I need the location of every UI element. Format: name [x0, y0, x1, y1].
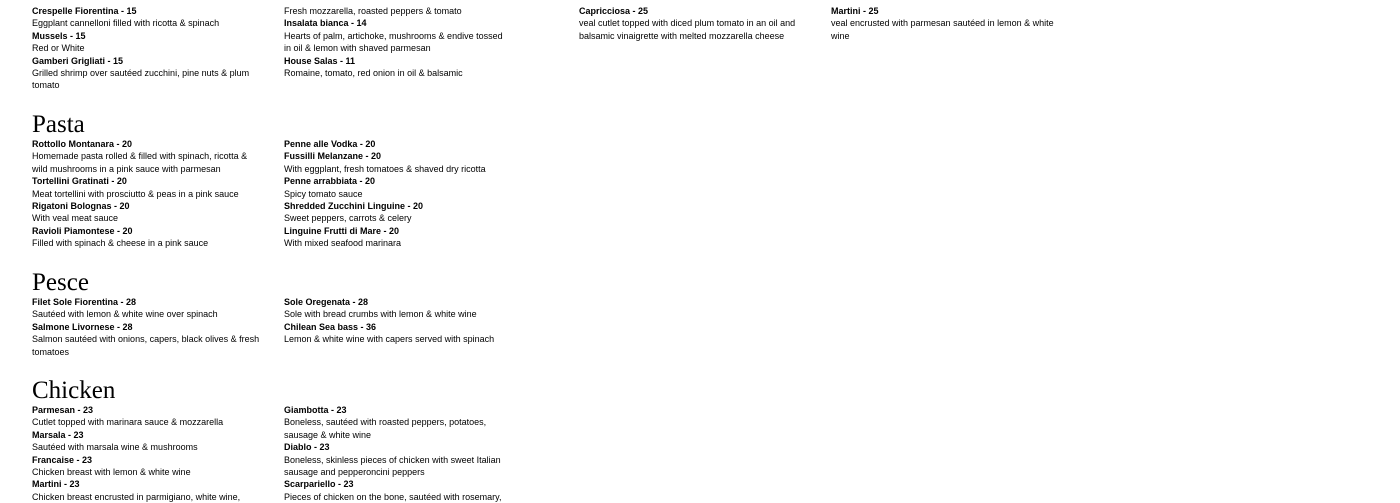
menu-item-description: veal encrusted with parmesan sautéed in lemon & white: [831, 18, 1054, 29]
menu-item-description: wine: [831, 30, 850, 41]
menu-item-name: Penne alle Vodka - 20: [284, 139, 376, 149]
menu-item-name: Penne arrabbiata - 20: [284, 176, 376, 187]
menu-item-description: Salmon sautéed with onions, capers, black olives & fresh: [32, 334, 260, 345]
menu-item-description: in oil & lemon with shaved parmesan: [284, 43, 431, 54]
menu-item-description: Meat tortellini with prosciutto & peas in a pink sauce: [32, 188, 239, 199]
menu-item-description: veal cutlet topped with diced plum tomato in an oil and: [579, 18, 796, 29]
menu-item-description: tomatoes: [32, 346, 70, 357]
menu-item-name: Tortellini Gratinati - 20: [32, 176, 127, 187]
pasta-col2: [284, 138, 486, 250]
menu-item-description: Hearts of palm, artichoke, mushrooms & endive tossed: [284, 30, 503, 41]
menu-item-name: Fussilli Melanzane - 20: [284, 151, 382, 162]
menu-item-name: Giambotta - 23: [284, 405, 347, 415]
menu-item-name: Shredded Zucchini Linguine - 20: [284, 201, 424, 212]
menu-item-name: Gamberi Grigliati - 15: [32, 55, 124, 66]
pesce-heading: Pesce: [32, 269, 89, 296]
menu-item-name: Scarpariello - 23: [284, 479, 354, 490]
menu-item-description: Red or White: [32, 43, 85, 54]
menu-item-name: Francaise - 23: [32, 454, 93, 465]
starters-col2: [284, 5, 503, 79]
menu-item-description: Grilled shrimp over sautéed zucchini, pine nuts & plum: [32, 68, 250, 79]
menu-item-description: Homemade pasta rolled & filled with spinach, ricotta &: [32, 151, 248, 162]
menu-item-name: Chilean Sea bass - 36: [284, 321, 377, 332]
menu-item-description: With veal meat sauce: [32, 213, 119, 224]
menu-item-name: Martini - 23: [32, 479, 80, 490]
menu-item-name: Crespelle Fiorentina - 15: [32, 6, 137, 16]
menu-item-description: wild mushrooms in a pink sauce with parmesan: [32, 163, 221, 174]
menu-item-name: Diablo - 23: [284, 442, 330, 453]
menu-item-name: House Salas - 11: [284, 55, 356, 66]
menu-item-description: Sautéed with lemon & white wine over spinach: [32, 309, 218, 320]
starters-col1: [32, 5, 249, 92]
menu-item-description: Romaine, tomato, red onion in oil & balsamic: [284, 68, 463, 79]
menu-item-description: Sweet peppers, carrots & celery: [284, 213, 412, 224]
menu-item-name: Filet Sole Fiorentina - 28: [32, 297, 137, 307]
menu-item-description: balsamic vinaigrette with melted mozzarella cheese: [579, 30, 785, 41]
menu-item-description: Pieces of chicken on the bone, sautéed with rosemary,: [284, 491, 502, 502]
menu-item-name: Linguine Frutti di Mare - 20: [284, 225, 400, 236]
menu-item-description: With eggplant, fresh tomatoes & shaved dry ricotta: [284, 163, 486, 174]
menu-item-name: Capricciosa - 25: [579, 6, 649, 16]
pasta-heading: Pasta: [32, 111, 85, 138]
menu-item-description: With mixed seafood marinara: [284, 238, 402, 249]
menu-item-name: Salmone Livornese - 28: [32, 321, 133, 332]
menu-item-name: Rottollo Montanara - 20: [32, 139, 133, 149]
menu-item-name: Martini - 25: [831, 6, 879, 16]
menu-item-description: Eggplant cannelloni filled with ricotta & spinach: [32, 18, 220, 29]
chicken-heading: Chicken: [32, 377, 116, 404]
menu-item-description: Chicken breast encrusted in parmigiano, white wine,: [32, 491, 241, 502]
menu-item-name: Marsala - 23: [32, 429, 84, 440]
menu-item-description: Sautéed with marsala wine & mushrooms: [32, 442, 198, 453]
menu-item-description: tomato: [32, 80, 60, 91]
menu-item-name: Parmesan - 23: [32, 405, 94, 415]
menu-item-description: sausage and pepperoncini peppers: [284, 467, 425, 478]
chicken-col2: [284, 404, 501, 503]
starters-col4: [831, 5, 1054, 42]
menu-item-description: Spicy tomato sauce: [284, 188, 363, 199]
menu-item-description: Fresh mozzarella, roasted peppers & tomato: [284, 6, 462, 16]
menu-item-name: Mussels - 15: [32, 30, 86, 41]
chicken-col1: [32, 404, 240, 503]
menu-item-name: Sole Oregenata - 28: [284, 297, 369, 307]
menu-item-description: Lemon & white wine with capers served with spinach: [284, 334, 495, 345]
pesce-col2: [284, 296, 494, 346]
starters-col3: [579, 5, 795, 42]
menu-item-name: Rigatoni Bolognas - 20: [32, 201, 130, 212]
menu-item-description: Filled with spinach & cheese in a pink sauce: [32, 238, 209, 249]
menu-item-description: Boneless, sautéed with roasted peppers, potatoes,: [284, 417, 487, 428]
pesce-col1: [32, 296, 259, 358]
menu-item-name: Ravioli Piamontese - 20: [32, 225, 133, 236]
menu-item-description: Chicken breast with lemon & white wine: [32, 467, 191, 478]
menu-item-name: Insalata bianca - 14: [284, 18, 367, 29]
menu-item-description: Sole with bread crumbs with lemon & white wine: [284, 309, 477, 320]
menu-item-description: Boneless, skinless pieces of chicken with sweet Italian: [284, 454, 501, 465]
menu-item-description: Cutlet topped with marinara sauce & mozzarella: [32, 417, 224, 428]
pasta-col1: [32, 138, 247, 250]
menu-item-description: sausage & white wine: [284, 429, 372, 440]
